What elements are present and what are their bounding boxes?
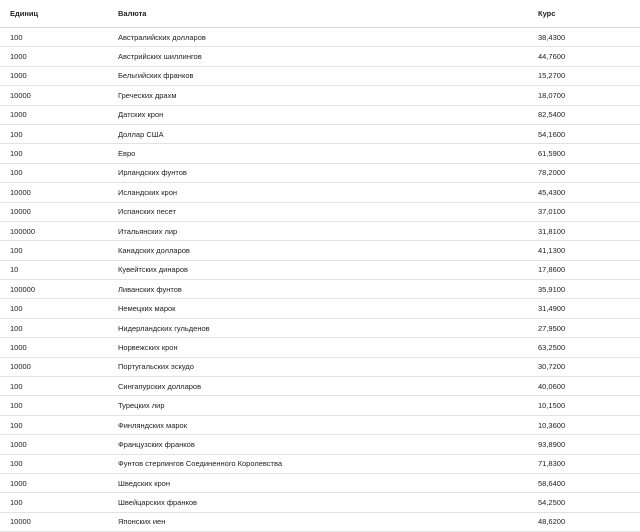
cell-units: 1000 xyxy=(0,435,110,454)
cell-units: 100 xyxy=(0,163,110,182)
table-row xyxy=(0,163,640,182)
cell-units: 10000 xyxy=(0,202,110,221)
header-row xyxy=(0,0,640,28)
table-row xyxy=(0,260,640,279)
table-row xyxy=(0,124,640,143)
cell-rate: 15,2700 xyxy=(530,66,640,85)
table-row xyxy=(0,144,640,163)
cell-currency: Греческих драхм xyxy=(110,86,530,105)
cell-rate: 17,8600 xyxy=(530,260,640,279)
cell-currency: Немецких марок xyxy=(110,299,530,318)
column-header-rate: Курс xyxy=(530,0,640,28)
cell-currency: Итальянских лир xyxy=(110,221,530,240)
cell-currency: Швейцарских франков xyxy=(110,493,530,512)
table-row xyxy=(0,357,640,376)
cell-rate: 58,6400 xyxy=(530,473,640,492)
cell-currency: Австрийских шиллингов xyxy=(110,47,530,66)
cell-currency: Ирландских фунтов xyxy=(110,163,530,182)
cell-units: 1000 xyxy=(0,47,110,66)
cell-rate: 18,0700 xyxy=(530,86,640,105)
cell-currency: Фунтов стерлингов Соединенного Королевства xyxy=(110,454,530,473)
table-row xyxy=(0,318,640,337)
table-row xyxy=(0,512,640,531)
table-row xyxy=(0,202,640,221)
cell-units: 1000 xyxy=(0,66,110,85)
cell-currency: Исландских крон xyxy=(110,183,530,202)
table-row xyxy=(0,105,640,124)
cell-rate: 44,7600 xyxy=(530,47,640,66)
cell-rate: 10,3600 xyxy=(530,415,640,434)
cell-units: 100 xyxy=(0,299,110,318)
cell-currency: Португальских эскудо xyxy=(110,357,530,376)
table-row xyxy=(0,221,640,240)
cell-units: 100 xyxy=(0,493,110,512)
cell-rate: 48,6200 xyxy=(530,512,640,531)
table-row xyxy=(0,415,640,434)
cell-currency: Сингапурских долларов xyxy=(110,377,530,396)
cell-rate: 37,0100 xyxy=(530,202,640,221)
table-row xyxy=(0,338,640,357)
cell-currency: Шведских крон xyxy=(110,473,530,492)
table-row xyxy=(0,66,640,85)
cell-rate: 27,9500 xyxy=(530,318,640,337)
cell-currency: Французских франков xyxy=(110,435,530,454)
cell-rate: 54,1600 xyxy=(530,124,640,143)
cell-units: 10000 xyxy=(0,357,110,376)
cell-units: 1000 xyxy=(0,338,110,357)
cell-rate: 71,8300 xyxy=(530,454,640,473)
table-row xyxy=(0,396,640,415)
cell-rate: 38,4300 xyxy=(530,28,640,47)
column-header-units: Единиц xyxy=(0,0,110,28)
cell-rate: 54,2500 xyxy=(530,493,640,512)
cell-currency: Испанских песет xyxy=(110,202,530,221)
cell-rate: 45,4300 xyxy=(530,183,640,202)
cell-units: 100 xyxy=(0,415,110,434)
cell-rate: 31,4900 xyxy=(530,299,640,318)
cell-rate: 93,8900 xyxy=(530,435,640,454)
cell-rate: 10,1500 xyxy=(530,396,640,415)
table-header xyxy=(0,0,640,28)
table-row xyxy=(0,473,640,492)
cell-currency: Турецких лир xyxy=(110,396,530,415)
cell-currency: Евро xyxy=(110,144,530,163)
cell-currency: Ливанских фунтов xyxy=(110,280,530,299)
cell-units: 100 xyxy=(0,318,110,337)
cell-currency: Кувейтских динаров xyxy=(110,260,530,279)
cell-units: 100 xyxy=(0,124,110,143)
cell-currency: Бельгийских франков xyxy=(110,66,530,85)
cell-units: 100000 xyxy=(0,221,110,240)
table-row xyxy=(0,28,640,47)
table-row xyxy=(0,241,640,260)
table-row xyxy=(0,299,640,318)
table-row xyxy=(0,493,640,512)
cell-rate: 41,1300 xyxy=(530,241,640,260)
cell-currency: Финляндских марок xyxy=(110,415,530,434)
cell-units: 10000 xyxy=(0,512,110,531)
cell-rate: 30,7200 xyxy=(530,357,640,376)
cell-units: 100 xyxy=(0,28,110,47)
cell-units: 100 xyxy=(0,396,110,415)
cell-units: 1000 xyxy=(0,105,110,124)
cell-rate: 82,5400 xyxy=(530,105,640,124)
cell-rate: 31,8100 xyxy=(530,221,640,240)
cell-units: 10 xyxy=(0,260,110,279)
table-row xyxy=(0,377,640,396)
cell-rate: 35,9100 xyxy=(530,280,640,299)
cell-currency: Нидерландских гульденов xyxy=(110,318,530,337)
table-row xyxy=(0,280,640,299)
cell-units: 100 xyxy=(0,144,110,163)
cell-currency: Датских крон xyxy=(110,105,530,124)
cell-currency: Доллар США xyxy=(110,124,530,143)
table-row xyxy=(0,454,640,473)
cell-units: 100 xyxy=(0,241,110,260)
cell-rate: 63,2500 xyxy=(530,338,640,357)
cell-rate: 61,5900 xyxy=(530,144,640,163)
cell-currency: Канадских долларов xyxy=(110,241,530,260)
table-row xyxy=(0,183,640,202)
cell-units: 100 xyxy=(0,454,110,473)
cell-rate: 40,0600 xyxy=(530,377,640,396)
cell-units: 100 xyxy=(0,377,110,396)
table-row xyxy=(0,86,640,105)
cell-units: 10000 xyxy=(0,183,110,202)
cell-rate: 78,2000 xyxy=(530,163,640,182)
cell-currency: Австралийских долларов xyxy=(110,28,530,47)
cell-units: 100000 xyxy=(0,280,110,299)
cell-currency: Норвежских крон xyxy=(110,338,530,357)
column-header-currency: Валюта xyxy=(110,0,530,28)
table-row xyxy=(0,47,640,66)
table-row xyxy=(0,435,640,454)
cell-units: 1000 xyxy=(0,473,110,492)
table-body xyxy=(0,28,640,532)
cell-units: 10000 xyxy=(0,86,110,105)
cell-currency: Японских иен xyxy=(110,512,530,531)
